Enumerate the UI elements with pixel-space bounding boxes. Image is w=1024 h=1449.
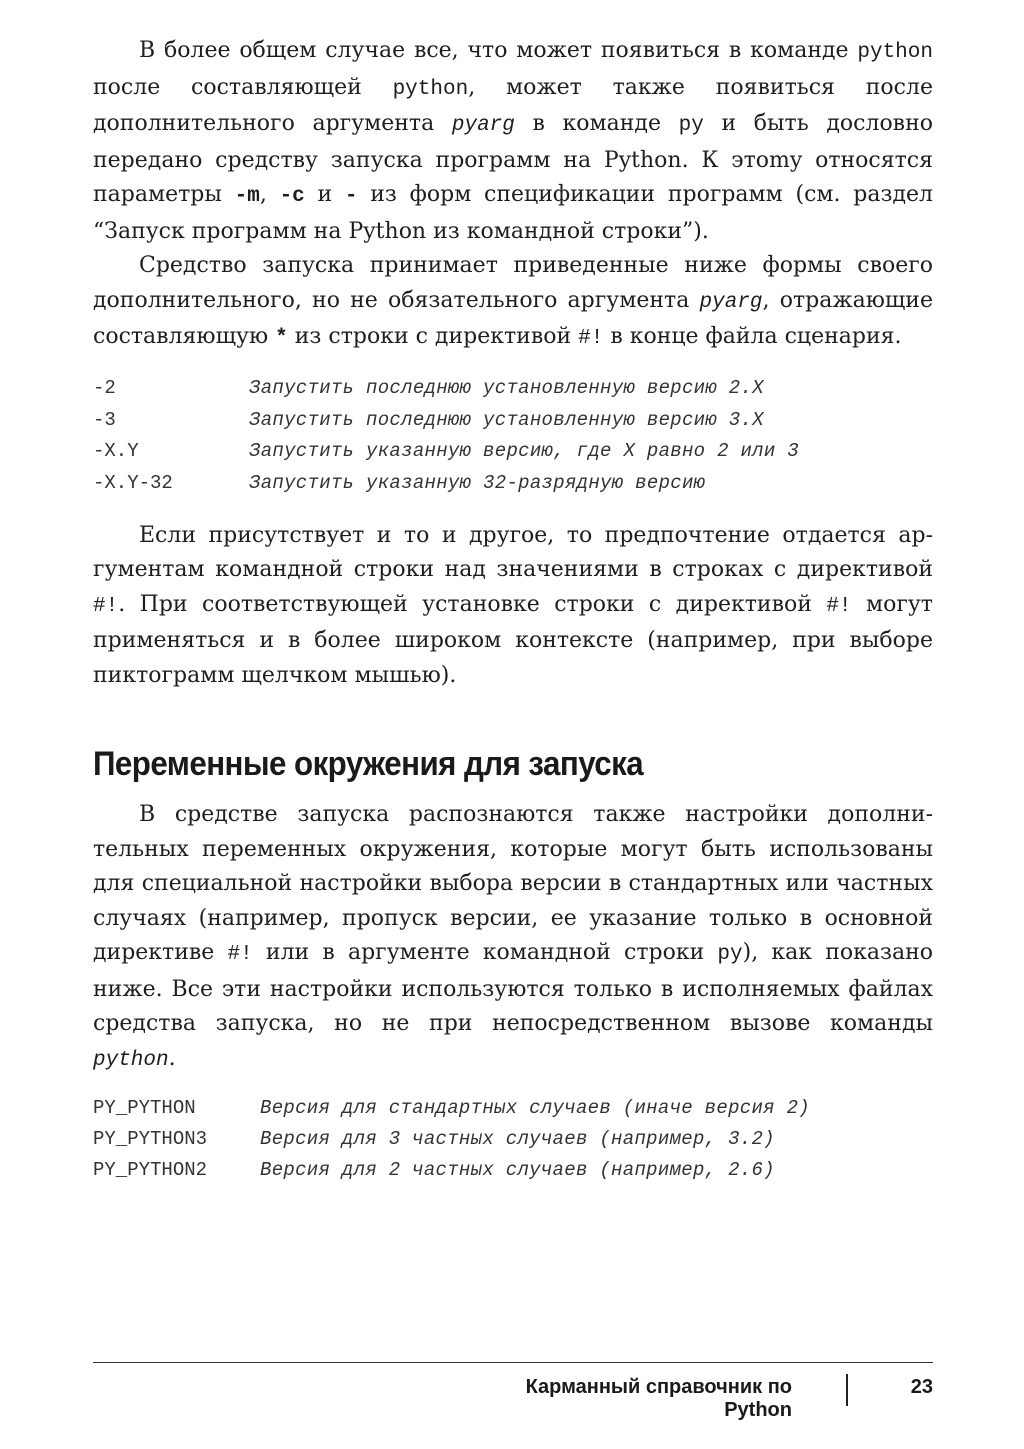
page-content (93, 34, 933, 1185)
table-row (93, 1123, 933, 1154)
code-run: python (857, 41, 933, 64)
table-row (93, 467, 933, 499)
table-row (93, 1092, 933, 1123)
version-options-table (93, 373, 933, 499)
text-run: в конце файла сценария. (603, 324, 902, 349)
text-run: из строки с директивой (287, 324, 579, 349)
code-run: pyarg (451, 114, 515, 137)
code-run: -m (234, 185, 260, 208)
option-description: Запустить последнюю установленную версию 2.X (249, 377, 764, 400)
code-run: python (392, 77, 469, 101)
text-run: или в аргументе командной строки (252, 940, 718, 965)
code-run: #! (578, 327, 604, 350)
text-run: могут применяться и в более широком контексте (например, при выборе пиктограмм щелчком мышью). (93, 591, 933, 688)
option-key: -3 (93, 408, 116, 431)
env-var-name: PY_PYTHON (93, 1096, 196, 1119)
text-run: В средстве запуска распознаются также настройки дополнительных переменных окружения, которые могут быть использованы для специальной настройки выбора версии в стандартных или частных случаях (например, пропуск версии, ее указание только в основной директиве (93, 802, 933, 965)
text-run: Средство запуска принимает приведенные ниже формы своего дополнительного, но не обязательного аргумента (93, 253, 933, 313)
page-number: 23 (910, 1376, 933, 1398)
code-run: py (717, 943, 743, 966)
env-vars-table (93, 1092, 933, 1185)
text-run: из форм спецификации программ (см. раздел “Запуск программ на Python из командной строки”). (93, 182, 933, 244)
code-run: python (93, 1048, 169, 1072)
text-run: и быть дословно передано средству запуска программ на Python. К этоmy относятся параметры (93, 111, 933, 207)
text-run: , отражающие составляющую (93, 287, 933, 349)
code-run: py (678, 114, 704, 137)
code-run: #! (227, 943, 253, 966)
text-run: . (168, 1045, 176, 1071)
env-var-description: Версия для 2 частных случаев (например, 2.6) (260, 1158, 775, 1181)
option-description: Запустить указанную версию, где X равно 2 или 3 (249, 440, 799, 463)
paragraph-precedence (93, 519, 933, 694)
code-run: * (275, 327, 288, 350)
env-var-description: Версия для стандартных случаев (иначе версия 2) (260, 1096, 810, 1119)
option-key: -X.Y-32 (93, 471, 173, 494)
code-run: -c (279, 185, 305, 208)
text-run: и (304, 182, 345, 207)
env-var-name: PY_PYTHON2 (93, 1158, 208, 1181)
text-run: , может также появиться после дополнительного аргумента (93, 74, 933, 136)
code-run: - (344, 185, 358, 208)
text-run: , (259, 182, 280, 207)
table-row (93, 404, 933, 436)
code-run: #! (826, 594, 852, 618)
option-description: Запустить последнюю установленную версию 3.X (249, 408, 764, 431)
option-key: -X.Y (93, 440, 139, 463)
text-run: в команде (514, 111, 679, 136)
option-description: Запустить указанную 32-разрядную версию (249, 471, 706, 494)
text-run: В более общем случае все, что может появиться в команде (139, 38, 858, 63)
footer-separator (846, 1374, 848, 1406)
text-run: Если присутствует и то и другое, то предпочтение отдается аргументам командной строки над значениями в строках с директивой (93, 522, 933, 582)
paragraph-launcher-forms (93, 249, 933, 357)
code-run: #! (93, 594, 119, 618)
table-row (93, 373, 933, 405)
table-row (93, 1154, 933, 1185)
footer-divider (93, 1362, 933, 1363)
table-row (93, 436, 933, 468)
env-var-name: PY_PYTHON3 (93, 1127, 208, 1150)
paragraph-pyarg-passthrough (93, 34, 933, 249)
text-run: ), как показано ниже. Все эти настройки используются только в исполняемых файлах средства запуска, но не при непосредственном вызове команды (93, 940, 934, 1036)
footer-book-title: Карманный справочник по Python (525, 1376, 792, 1421)
paragraph-env-vars (93, 798, 933, 1078)
text-run: . При соответствующей установке строки с директивой (118, 591, 827, 617)
code-run: pyarg (699, 290, 763, 314)
env-var-description: Версия для 3 частных случаев (например, 3.2) (260, 1127, 775, 1150)
text-run: после составляющей (93, 74, 393, 100)
option-key: -2 (93, 377, 116, 400)
section-heading: Переменные окружения для запуска (93, 745, 644, 783)
